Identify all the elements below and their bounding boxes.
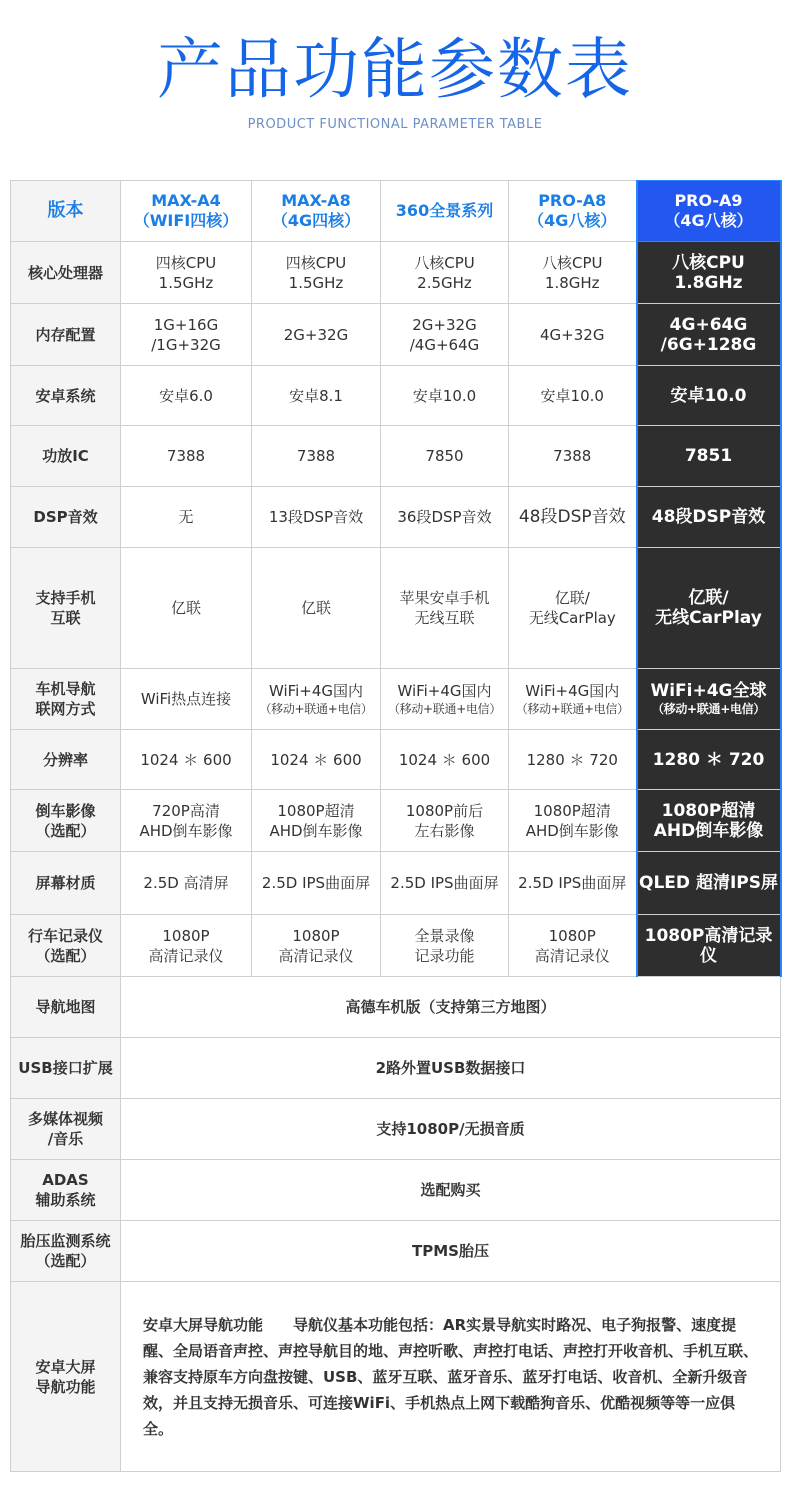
cell-line: AHD倒车影像 [653,820,764,841]
table-cell [252,548,381,669]
cell-line: 互联 [50,609,81,627]
cell-line: 安卓6.0 [159,386,213,405]
cell-line: 高清记录仪 [148,946,224,965]
cell-line: 辅助系统 [35,1191,96,1209]
row-label: DSP音效 [11,487,121,548]
cell-line: 13段DSP音效 [268,508,364,526]
merged-row [11,1038,781,1099]
table-cell [637,242,781,304]
model-name: PRO-A9 [674,191,743,210]
table-row [11,304,781,366]
table-cell [121,242,252,304]
table-cell [381,548,509,669]
parameter-table [10,180,782,1472]
cell-line: 安卓大屏 [35,1357,96,1376]
row-label: 核心处理器 [11,242,121,304]
table-cell [121,852,252,915]
row-label: 安卓系统 [11,366,121,426]
table-cell [252,730,381,790]
table-cell [509,915,637,977]
cell-line: /1G+32G [151,335,221,354]
cell-line: 2G+32G [412,315,477,334]
cell-line: 1G+16G [153,315,219,334]
table-cell [509,790,637,852]
table-cell [252,915,381,977]
cell-line: WiFi+4G国内 [525,682,620,700]
cell-line: 联网方式 [35,700,96,718]
cell-line: 1080P [162,926,210,945]
cell-line: 7850 [425,447,464,465]
table-cell [121,790,252,852]
model-spec: （4G八核） [664,211,753,230]
table-cell [252,852,381,915]
table-cell [509,366,637,426]
table-cell [637,915,781,977]
table-cell [252,487,381,548]
cell-line: /6G+128G [660,334,757,355]
cell-line: 4G+64G [669,314,748,335]
cell-line: 2.5D IPS曲面屏 [390,874,499,892]
cell-line: 36段DSP音效 [397,508,492,526]
cell-line: 导航功能 [35,1377,96,1396]
table-cell [381,915,509,977]
table-cell [121,487,252,548]
page-title: 产品功能参数表 [157,31,633,108]
cell-line: 左右影像 [414,821,475,840]
cell-line: 无线CarPlay [528,609,616,627]
cell-line: 亿联/ [554,589,590,607]
merged-value: 2路外置USB数据接口 [121,1038,781,1099]
cell-line: 7388 [296,447,336,465]
merged-value: 选配购买 [121,1160,781,1221]
table-cell [252,426,381,487]
cell-line: 高清记录仪 [278,946,354,965]
cell-line: 多媒体视频 [27,1110,103,1128]
cell-line: 安卓8.1 [289,386,343,405]
table-row [11,426,781,487]
table-cell [637,366,781,426]
table-row [11,852,781,915]
cell-line: 4G+32G [540,325,605,344]
table-cell [381,730,509,790]
row-label [11,1221,121,1282]
row-label: 导航地图 [11,977,121,1038]
cell-line: 2.5D IPS曲面屏 [261,874,371,892]
model-name: 360全景系列 [395,201,494,220]
cell-line: 1024 ＊ 600 [140,750,232,769]
model-name: PRO-A8 [538,191,607,210]
table-row [11,548,781,669]
table-cell [509,426,637,487]
table-cell [252,366,381,426]
cell-line: 胎压监测系统 [20,1232,111,1250]
cell-line: 行车记录仪 [27,926,103,945]
table-cell [509,242,637,304]
cell-line: 1.5GHz [288,273,344,292]
cell-line: 48段DSP音效 [518,507,626,527]
cell-line: 亿联/ [688,588,729,608]
row-label [11,1099,121,1160]
cell-line: （选配） [35,946,96,965]
row-label: 内存配置 [11,304,121,366]
cell-line: （选配） [35,821,96,840]
feature-row [11,1282,781,1472]
model-header [252,181,381,242]
cell-line: 1024 ＊ 600 [398,750,491,769]
cell-line: AHD倒车影像 [269,821,363,840]
row-label [11,669,121,730]
table-cell [509,852,637,915]
version-header [11,181,121,242]
cell-line: 48段DSP音效 [651,507,766,527]
cell-line: 2.5D IPS曲面屏 [518,874,627,892]
row-label [11,915,121,977]
cell-line: 1.5GHz [158,273,214,292]
cell-line: （移动+联通+电信） [387,702,502,716]
cell-line: 1280 ＊ 720 [652,749,765,770]
table-cell [381,669,509,730]
cell-line: 2.5GHz [417,273,472,292]
table-cell [637,790,781,852]
cell-line: 2G+32G [283,325,349,344]
cell-line: 四核CPU [155,253,217,272]
cell-line: 八核CPU [542,253,603,272]
table-cell [381,790,509,852]
table-cell [509,730,637,790]
cell-line: 亿联 [170,599,201,617]
table-row [11,366,781,426]
row-label: USB接口扩展 [11,1038,121,1099]
table-cell [121,669,252,730]
cell-line: 1.8GHz [544,273,600,292]
row-label: 功放IC [11,426,121,487]
model-spec: （4G四核） [271,211,361,230]
cell-line: 1080P超清 [533,801,611,820]
page-subtitle: PRODUCT FUNCTIONAL PARAMETER TABLE [247,117,543,132]
cell-line: （移动+联通+电信） [515,702,629,716]
header-row [11,181,781,242]
cell-line: 车机导航 [35,680,96,698]
model-spec: （WIFI四核） [133,211,239,230]
merged-row [11,977,781,1038]
table-cell [381,487,509,548]
table-row [11,487,781,548]
cell-line: 亿联 [300,599,331,617]
cell-line: WiFi+4G国内 [397,682,492,700]
table-cell [121,915,252,977]
table-cell [381,304,509,366]
table-cell [381,242,509,304]
cell-line: 7388 [166,447,206,465]
cell-line: 1.8GHz [674,272,743,293]
cell-line: WiFi+4G全球 [650,681,767,701]
cell-line: 无线CarPlay [655,608,762,628]
table-row [11,669,781,730]
table-cell [509,304,637,366]
cell-line: 高清记录仪 [534,946,610,965]
cell-line: 苹果安卓手机 [399,589,490,607]
table-cell [121,304,252,366]
cell-line: ADAS [42,1171,89,1189]
model-header [509,181,637,242]
table-cell [637,730,781,790]
cell-line: AHD倒车影像 [139,821,233,840]
cell-line: 安卓10.0 [412,386,477,405]
cell-line: 1080P [548,926,596,945]
table-cell [381,366,509,426]
cell-line: 支持手机 [35,589,96,607]
model-header [381,181,509,242]
cell-line: 1080P超清 [661,800,756,821]
table-cell [121,730,252,790]
cell-line: 1080P [292,926,340,945]
table-row [11,790,781,852]
cell-line: 八核CPU [672,252,745,273]
model-name: MAX-A8 [281,191,351,210]
merged-row [11,1160,781,1221]
cell-line: 7388 [553,447,592,465]
merged-row [11,1221,781,1282]
row-label [11,1160,121,1221]
feature-description: 安卓大屏导航功能 导航仪基本功能包括：AR实景导航实时路况、电子狗报警、速度提醒、全局语音声控、声控导航目的地、声控听歌、声控打电话、声控打开收音机、手机互联、兼容支持原车方向盘按键、USB、蓝牙互联、蓝牙音乐、蓝牙打电话、收音机、全新升级音效，并且支持无损音乐、可连接WiFi、手机热点上网下载酷狗音乐、优酷视频等等一应俱全。 [121,1282,781,1472]
row-label: 屏幕材质 [11,852,121,915]
table-cell [637,548,781,669]
cell-line: （选配） [35,1252,96,1270]
cell-line: 7851 [684,446,733,466]
cell-line: 安卓10.0 [670,385,747,406]
cell-line: 1080P超清 [277,801,355,820]
cell-line: 无 [178,508,194,526]
table-cell [637,304,781,366]
table-cell [637,852,781,915]
table-cell [509,548,637,669]
merged-value: 高德车机版（支持第三方地图） [121,977,781,1038]
model-header [637,181,781,242]
cell-line: （移动+联通+电信） [651,702,766,716]
cell-line: /音乐 [47,1130,84,1148]
merged-row [11,1099,781,1160]
cell-line: 1080P高清记录仪 [644,925,773,966]
table-row [11,242,781,304]
table-cell [637,487,781,548]
table-cell [509,669,637,730]
row-label: 分辨率 [11,730,121,790]
row-label [11,790,121,852]
cell-line: 记录功能 [414,946,475,965]
merged-value: TPMS胎压 [121,1221,781,1282]
table-cell [252,790,381,852]
table-row [11,915,781,977]
table-cell [509,487,637,548]
table-cell [381,426,509,487]
row-label [11,1282,121,1472]
cell-line: /4G+64G [409,335,480,354]
cell-line: 无线互联 [414,609,475,627]
cell-line: 四核CPU [285,253,347,272]
table-cell [252,304,381,366]
cell-line: 1280 ＊ 720 [526,750,618,769]
model-name: MAX-A4 [151,191,221,210]
model-spec: （4G八核） [528,211,617,230]
merged-value: 支持1080P/无损音质 [121,1099,781,1160]
table-cell [121,426,252,487]
cell-line: 倒车影像 [35,801,96,820]
table-cell [121,366,252,426]
cell-line: AHD倒车影像 [525,821,619,840]
cell-line: （移动+联通+电信） [259,702,373,716]
cell-line: 720P高清 [152,801,220,820]
cell-line: 安卓10.0 [540,386,604,405]
table-cell [637,426,781,487]
cell-line: WiFi热点连接 [140,690,232,708]
table-cell [252,242,381,304]
cell-line: 八核CPU [414,253,475,272]
table-cell [121,548,252,669]
row-label [11,548,121,669]
table-cell [381,852,509,915]
cell-line: 1080P前后 [405,801,484,820]
table-row [11,730,781,790]
cell-line: 2.5D 高清屏 [143,874,229,892]
cell-line: QLED 超清IPS屏 [639,873,778,893]
cell-line: 全景录像 [414,926,475,945]
cell-line: WiFi+4G国内 [268,682,364,700]
table-cell [252,669,381,730]
cell-line: 1024 ＊ 600 [270,750,362,769]
model-header [121,181,252,242]
table-cell [637,669,781,730]
version-label: 版本 [47,200,84,221]
